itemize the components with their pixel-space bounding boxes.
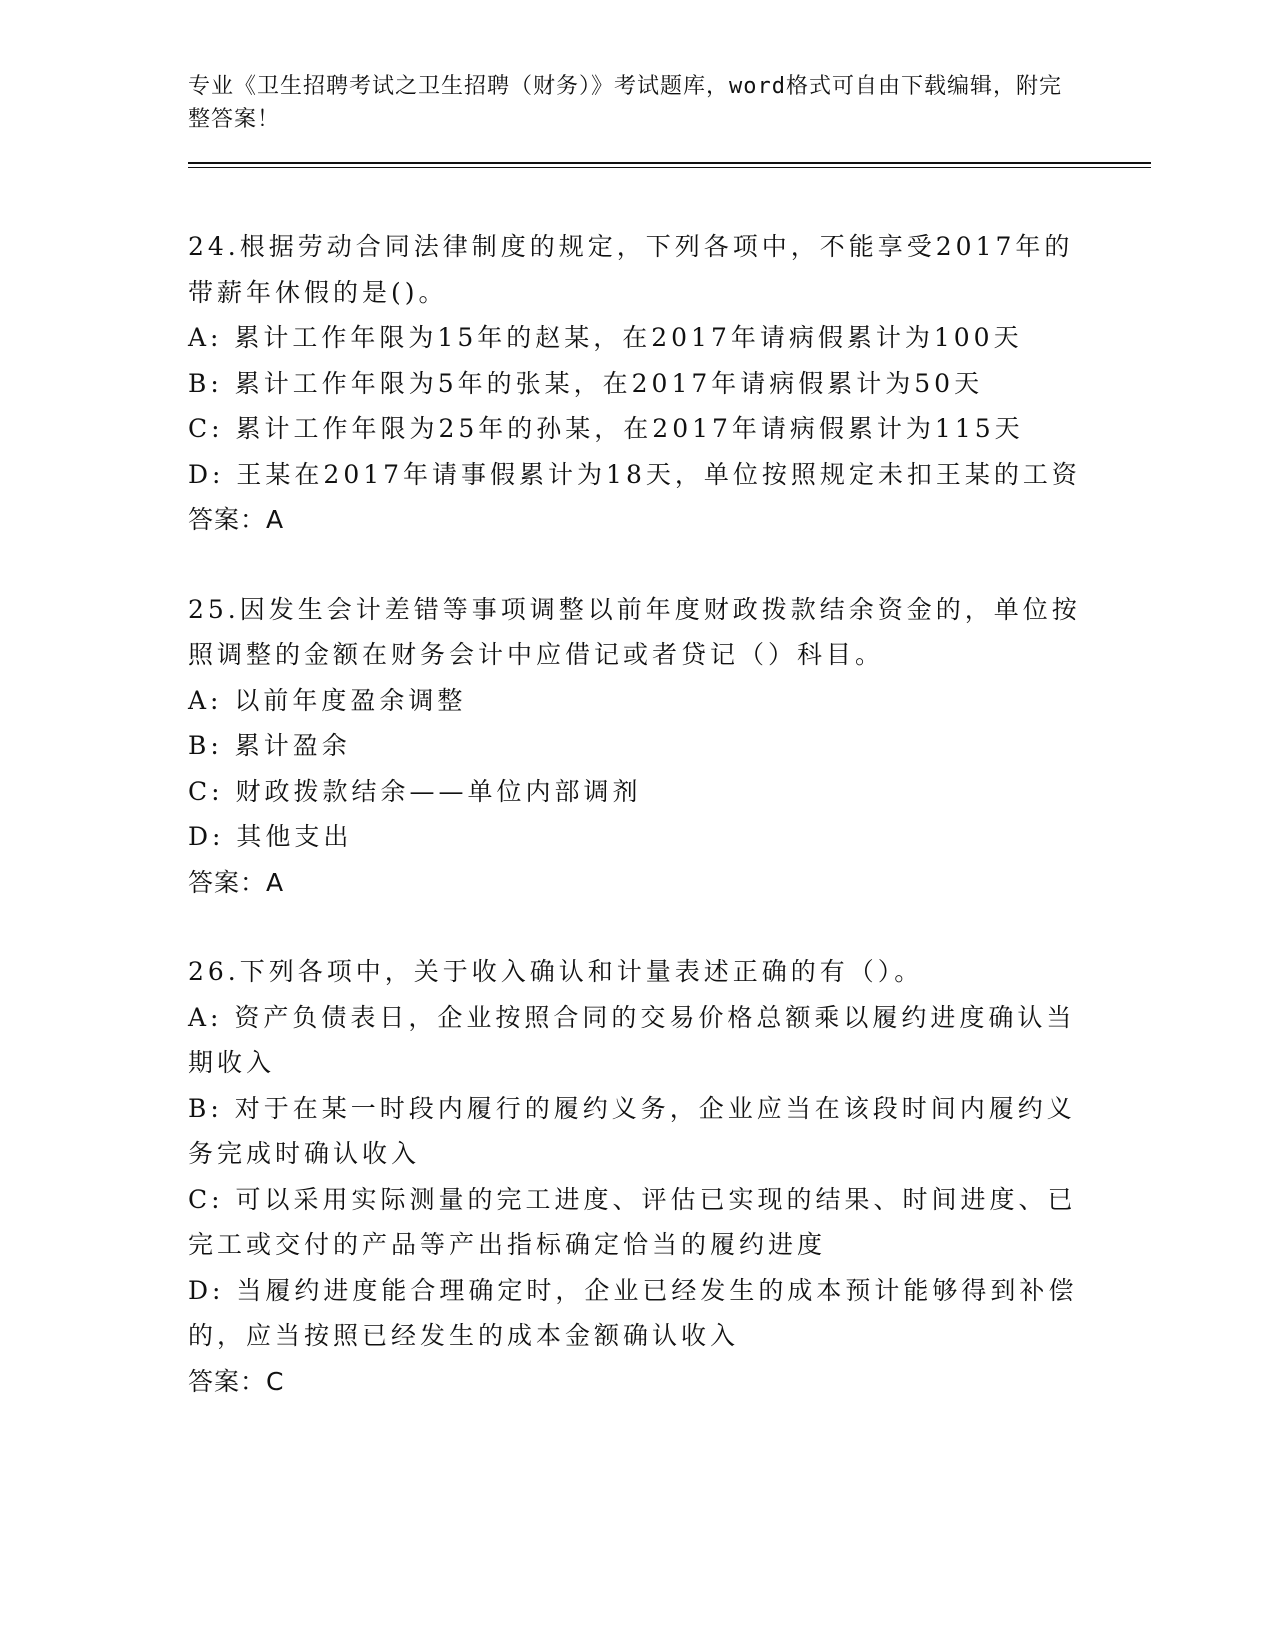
option-c: C: 财政拨款结余——单位内部调剂 bbox=[188, 776, 642, 806]
document-header: 专业《卫生招聘考试之卫生招聘（财务）》考试题库，word格式可自由下载编辑，附完整答案！ bbox=[188, 74, 1062, 132]
option-c: C: 可以采用实际测量的完工进度、评估已实现的结果、时间进度、已完工或交付的产品等产出指标确定恰当的履约进度 bbox=[188, 1184, 1077, 1259]
option-b: B: 累计工作年限为5年的张某，在2017年请病假累计为50天 bbox=[188, 368, 984, 398]
option-d: D: 当履约进度能合理确定时，企业已经发生的成本预计能够得到补偿的，应当按照已经发生的成本金额确认收入 bbox=[188, 1275, 1078, 1350]
option-a: A: 累计工作年限为15年的赵某，在2017年请病假累计为100天 bbox=[188, 323, 1023, 352]
option-a: A: 资产负债表日，企业按照合同的交易价格总额乘以履约进度确认当期收入 bbox=[188, 1002, 1076, 1077]
answer-label: 答案：A bbox=[188, 867, 285, 897]
question-26 bbox=[188, 949, 1163, 1404]
question-list bbox=[188, 224, 1163, 1404]
option-b: B: 累计盈余 bbox=[188, 731, 351, 760]
question-stem: 25.因发生会计差错等事项调整以前年度财政拨款结余资金的，单位按照调整的金额在财务会计中应借记或者贷记（）科目。 bbox=[188, 594, 1081, 669]
answer-label: 答案：C bbox=[188, 1366, 285, 1396]
question-stem: 26.下列各项中，关于收入确认和计量表述正确的有（）。 bbox=[188, 957, 924, 986]
document-page bbox=[188, 70, 1163, 1448]
option-b: B: 对于在某一时段内履行的履约义务，企业应当在该段时间内履约义务完成时确认收入 bbox=[188, 1093, 1076, 1168]
option-c: C: 累计工作年限为25年的孙某，在2017年请病假累计为115天 bbox=[188, 414, 1024, 443]
option-d: D: 王某在2017年请事假累计为18天，单位按照规定未扣王某的工资 bbox=[188, 459, 1081, 489]
question-24 bbox=[188, 224, 1163, 543]
option-a: A: 以前年度盈余调整 bbox=[188, 685, 467, 715]
option-d: D: 其他支出 bbox=[188, 822, 353, 851]
header-divider bbox=[188, 162, 1151, 168]
question-stem: 24.根据劳动合同法律制度的规定，下列各项中，不能享受2017年的带薪年休假的是()。 bbox=[188, 232, 1074, 307]
answer-label: 答案：A bbox=[188, 505, 285, 534]
question-25 bbox=[188, 587, 1163, 906]
